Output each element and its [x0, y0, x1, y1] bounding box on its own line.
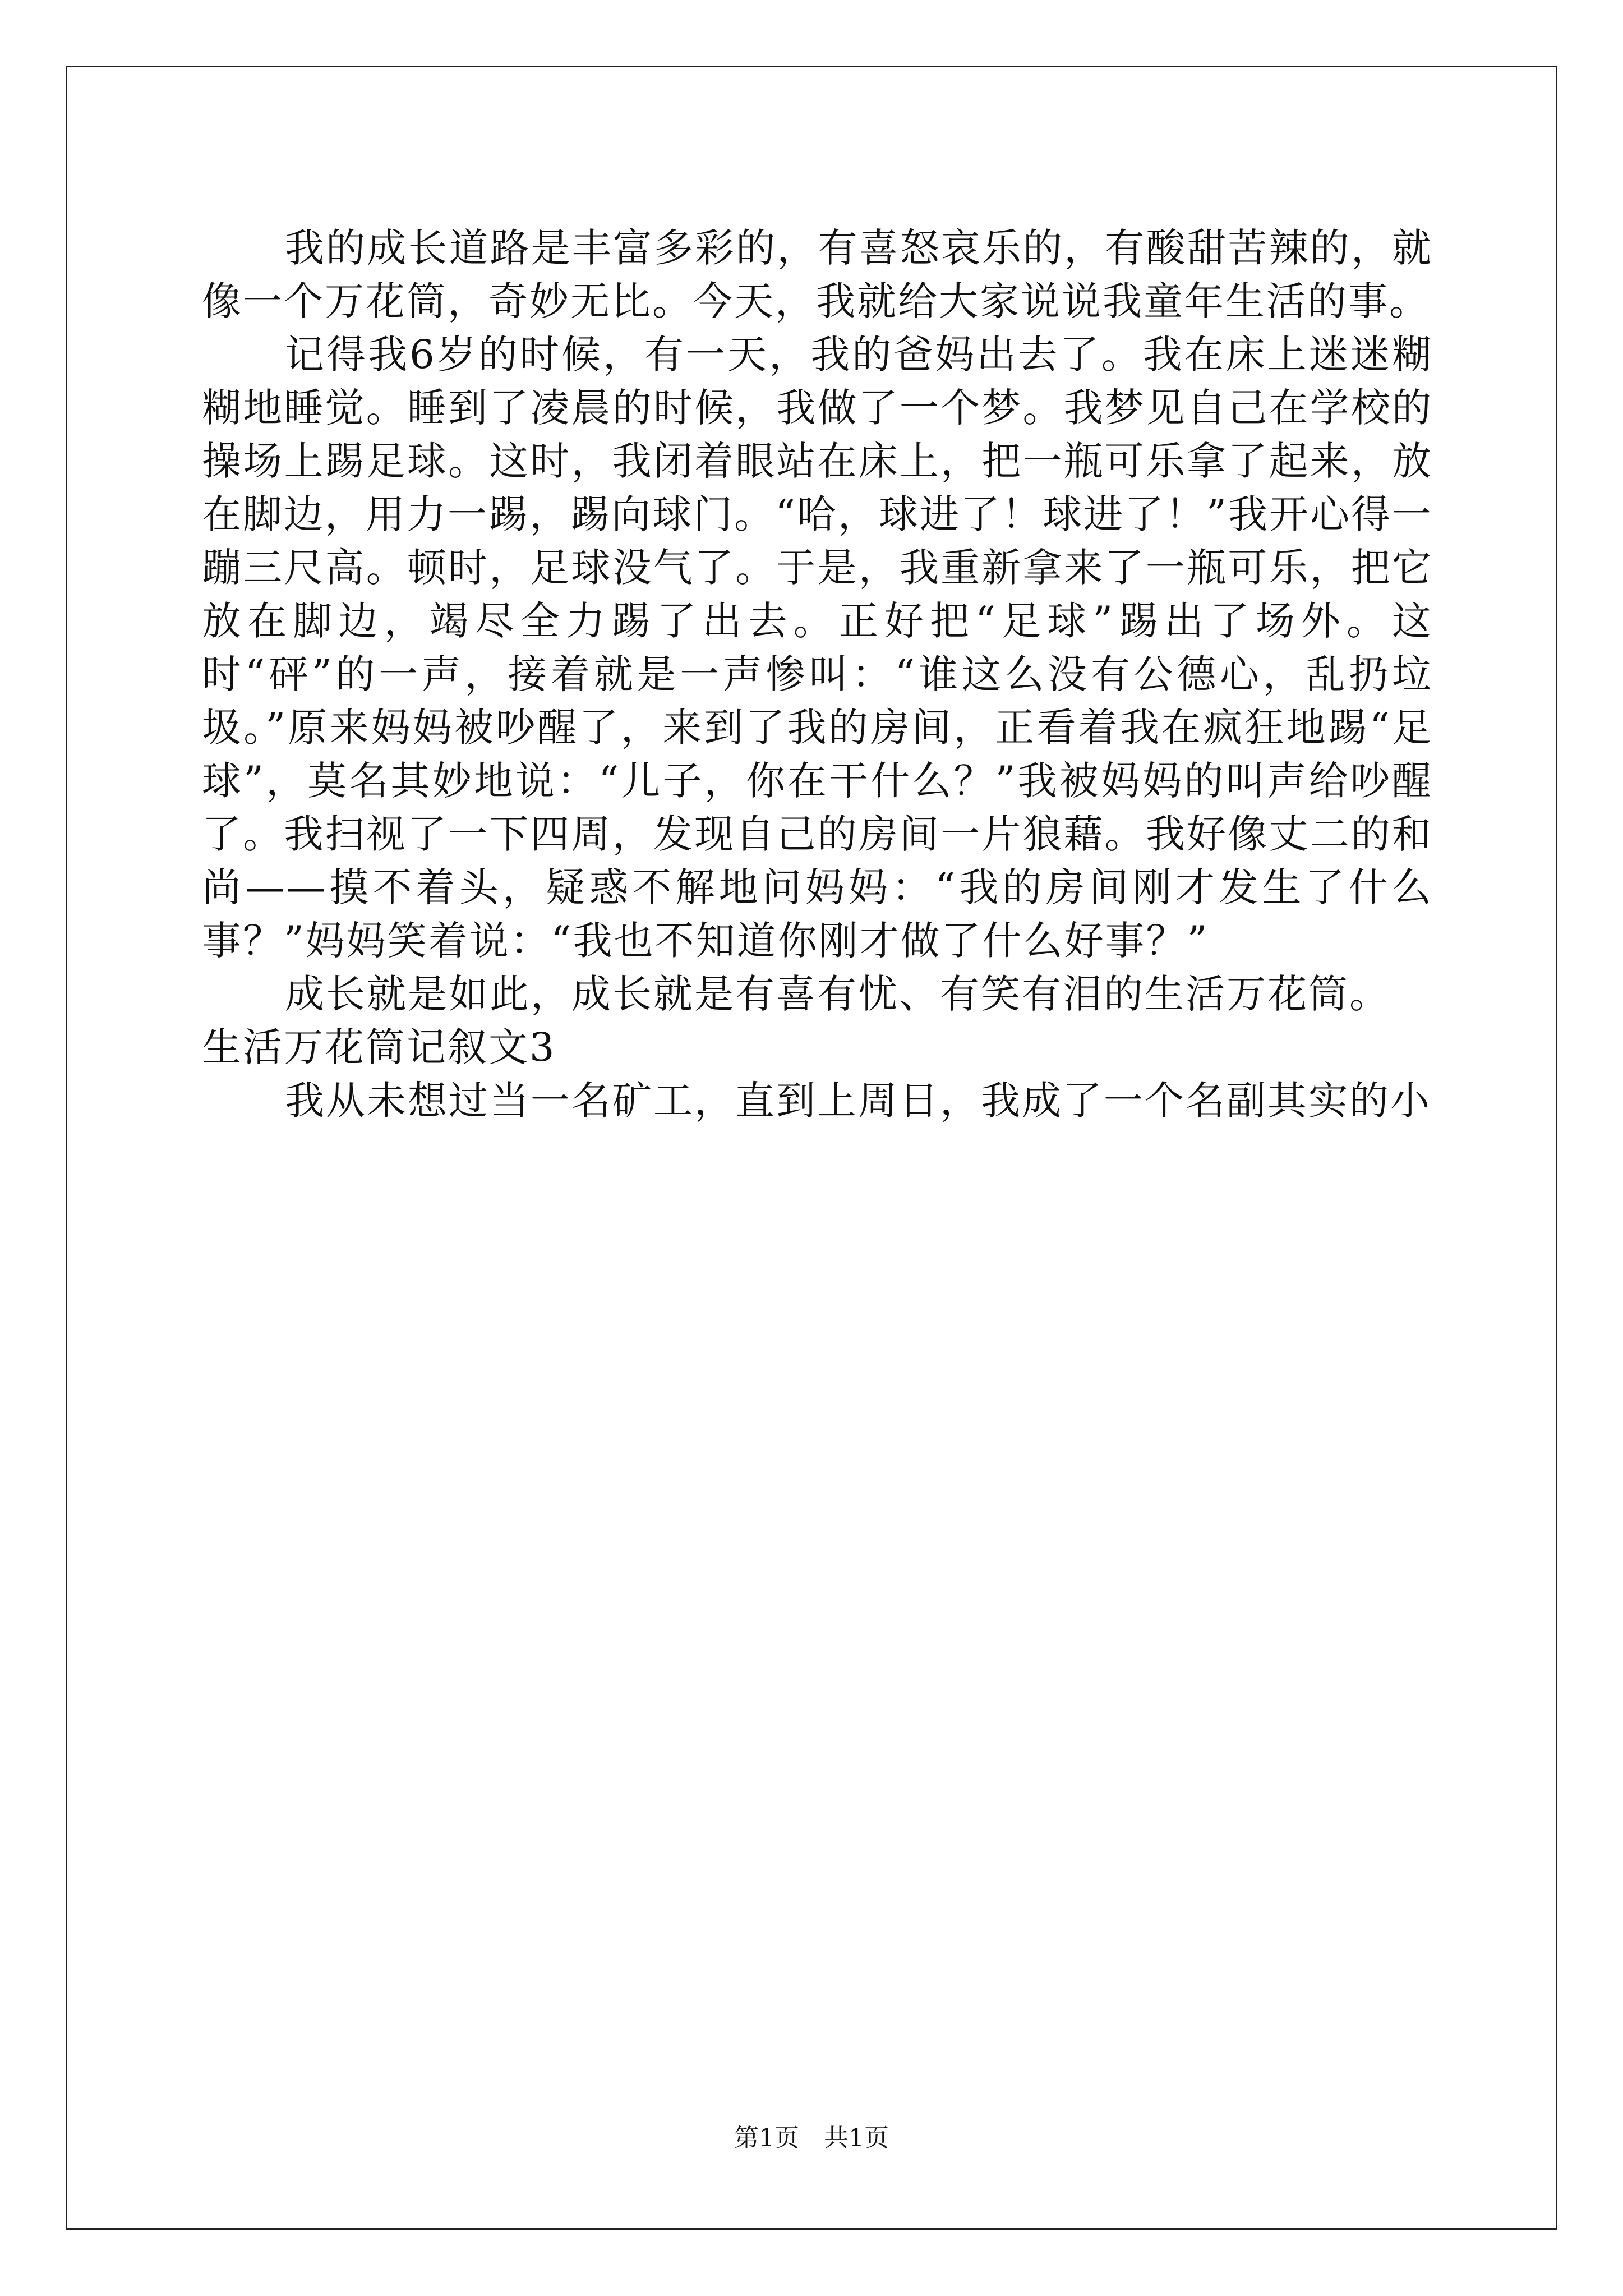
document-body [202, 222, 1433, 1128]
paragraph-1: 我的成长道路是丰富多彩的，有喜怒哀乐的，有酸甜苦辣的，就像一个万花筒，奇妙无比。今天，我就给大家说说我童年生活的事。 [202, 225, 1433, 324]
paragraph-4: 我从未想过当一名矿工，直到上周日，我成了一个名副其实的小 [285, 1078, 1431, 1124]
page-number: 第1页 [734, 2124, 799, 2152]
page-total: 共1页 [824, 2124, 889, 2152]
paragraph-2: 记得我6岁的时候，有一天，我的爸妈出去了。我在床上迷迷糊糊地睡觉。睡到了凌晨的时候，我做了一个梦。我梦见自己在学校的操场上踢足球。这时，我闭着眼站在床上，把一瓶可乐拿了起来，放在脚边，用力一踢，踢向球门。“哈，球进了！球进了！”我开心得一蹦三尺高。顿时，足球没气了。于是，我重新拿来了一瓶可乐，把它放在脚边，竭尽全力踢了出去。正好把“足球”踢出了场外。这时“砰”的一声，接着就是一声惨叫：“谁这么没有公德心，乱扔垃圾。”原来妈妈被吵醒了，来到了我的房间，正看着我在疯狂地踢“足球”，莫名其妙地说：“儿子，你在干什么？”我被妈妈的叫声给吵醒了。我扫视了一下四周，发现自己的房间一片狼藉。我好像丈二的和尚——摸不着头，疑惑不解地问妈妈：“我的房间刚才发生了什么事？”妈妈笑着说：“我也不知道你刚才做了什么好事？” [202, 332, 1433, 964]
paragraph-3: 成长就是如此，成长就是有喜有忧、有笑有泪的生活万花筒。 [285, 971, 1390, 1017]
section-heading: 生活万花筒记叙文3 [202, 1024, 556, 1070]
page-footer [0, 2122, 1623, 2155]
